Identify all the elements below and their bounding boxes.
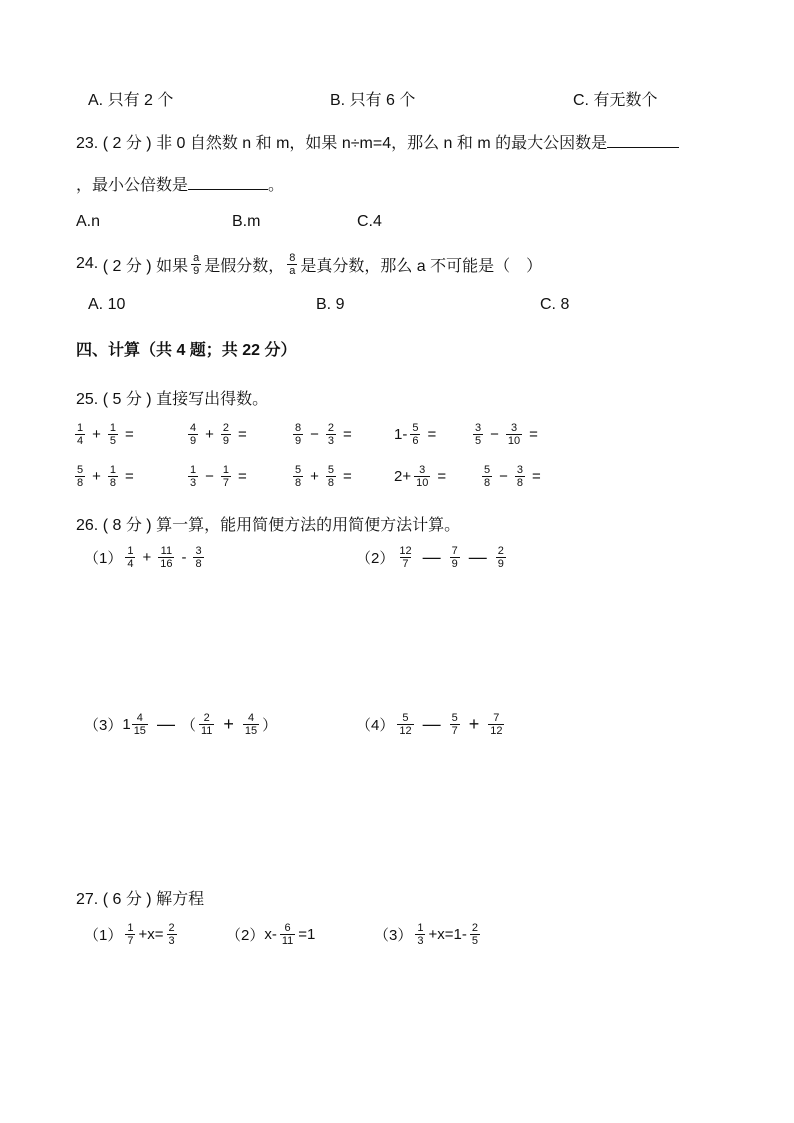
q24-t2: 是假分数，	[204, 257, 285, 275]
q27-equation-1: （1） $\frac{1}{7}$ +x= $\frac{2}{3}$	[84, 922, 175, 947]
q23-option-c: C.4	[357, 213, 382, 230]
q24-option-c: C. 8	[540, 296, 570, 313]
q26-problem-3: （3） 1 $\frac{4}{15}$ — （ $\frac{2}{11}$ + $\frac{4}{15}$ ）	[84, 712, 278, 737]
q25-text: 直接写出得数。	[156, 391, 269, 408]
q24-fraction-2: $\frac{8}{a}$	[289, 251, 296, 277]
q25-r2-item-4: 2+ $\frac{3}{10}$ =	[394, 464, 447, 489]
q23-blank-2[interactable]	[188, 175, 268, 190]
q24-number: 24.	[76, 255, 99, 272]
q27-text: 解方程	[156, 891, 205, 908]
q25-r1-item-3: $\frac{8}{9}$ − $\frac{2}{3}$ =	[295, 422, 352, 447]
q26-problem-2: （2） $\frac{12}{7}$ — $\frac{7}{9}$ — $\frac{2}{9}$	[356, 545, 504, 570]
q26-problem-4: （4） $\frac{5}{12}$ — $\frac{5}{7}$ + $\frac{7}{12}$	[356, 712, 503, 737]
question-25	[76, 386, 268, 409]
question-26	[76, 512, 460, 535]
q25-r2-item-2: $\frac{1}{3}$ − $\frac{1}{7}$ =	[190, 464, 247, 489]
q26-number: 26.	[76, 517, 99, 534]
q22-option-b: B. 只有 6 个	[330, 92, 416, 109]
q24-fraction-1: $\frac{a}{9}$	[193, 251, 200, 277]
q23-text2: ，最小公倍数是	[76, 177, 189, 194]
q26-text: 算一算，能用简便方法的用简便方法计算。	[156, 517, 461, 534]
q23-end: 。	[268, 177, 285, 194]
q27-equation-2: （2） x- $\frac{6}{11}$ =1	[226, 922, 316, 947]
question-23-cont	[76, 172, 284, 195]
q22-option-a: A. 只有 2 个	[88, 92, 174, 109]
q22-option-c: C. 有无数个	[573, 92, 658, 109]
section-4-title: 四、计算（共 4 题；共 22 分）	[76, 342, 297, 359]
q25-score: ( 5 分 )	[102, 391, 152, 408]
q23-option-a: A.n	[76, 213, 101, 230]
q24-t3: 是真分数，那么 a 不可能是（ ）	[300, 257, 543, 275]
q24-t1: 如果	[156, 257, 189, 275]
q25-r1-item-2: $\frac{4}{9}$ + $\frac{2}{9}$ =	[190, 422, 247, 447]
q27-number: 27.	[76, 891, 99, 908]
question-27	[76, 886, 204, 909]
question-23	[76, 130, 679, 153]
q27-equation-3: （3） $\frac{1}{3}$ +x=1- $\frac{2}{5}$	[374, 922, 478, 947]
q23-text: 非 0 自然数 n 和 m，如果 n÷m=4，那么 n 和 m 的最大公因数是	[156, 135, 608, 152]
q23-number: 23.	[76, 135, 99, 152]
q25-r2-item-5: $\frac{5}{8}$ − $\frac{3}{8}$ =	[484, 464, 541, 489]
q25-r2-item-1: $\frac{5}{8}$ + $\frac{1}{8}$ =	[77, 464, 134, 489]
q24-option-b: B. 9	[316, 296, 345, 313]
q23-option-b: B.m	[232, 213, 261, 230]
q25-r1-item-5: $\frac{3}{5}$ − $\frac{3}{10}$ =	[475, 422, 538, 447]
q24-score: ( 2 分 )	[102, 257, 152, 275]
q25-r2-item-3: $\frac{5}{8}$ + $\frac{5}{8}$ =	[295, 464, 352, 489]
q27-score: ( 6 分 )	[102, 891, 152, 908]
q26-score: ( 8 分 )	[102, 517, 152, 534]
q25-r1-item-4: 1- $\frac{5}{6}$ =	[394, 422, 437, 447]
q26-problem-1: （1） $\frac{1}{4}$ + $\frac{11}{16}$ - $\frac{3}{8}$	[84, 545, 202, 570]
q24-option-a: A. 10	[88, 296, 126, 313]
q25-number: 25.	[76, 391, 99, 408]
q23-score: ( 2 分 )	[102, 135, 152, 152]
q23-blank-1[interactable]	[607, 133, 679, 148]
question-24	[76, 248, 542, 280]
q25-r1-item-1: $\frac{1}{4}$ + $\frac{1}{5}$ =	[77, 422, 134, 447]
